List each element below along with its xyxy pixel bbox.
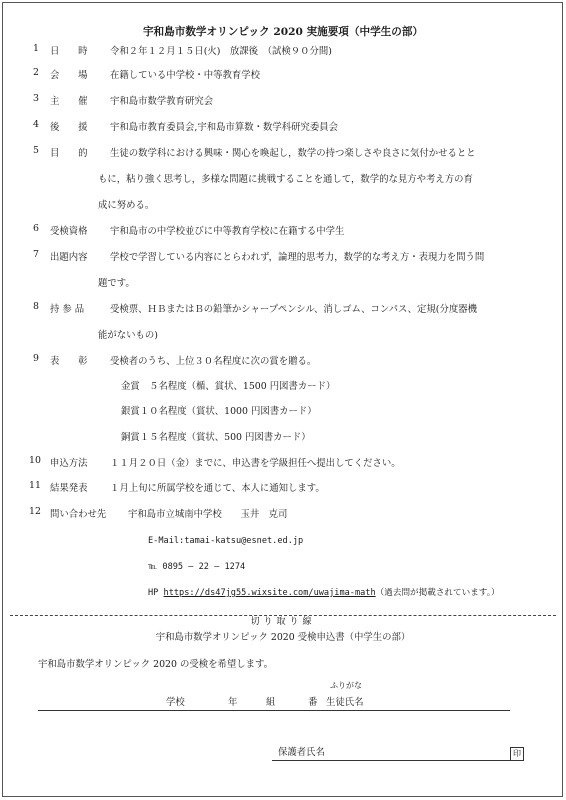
award-bronze: 銅賞１５名程度（賞状、500 円図書カード）: [121, 432, 311, 443]
furigana-label: ふりがな: [330, 681, 362, 690]
guardian-name-label: 保護者氏名: [278, 747, 325, 758]
contact-tel: ℡ 0895 – 22 – 1274: [148, 562, 246, 572]
item-value-line: 学校で学習している内容にとらわれず，論理的思考力，数学的な考え方・表現力を問う問: [110, 252, 485, 263]
item-value-line: 生徒の数学科における興味・関心を喚起し，数学の持つ楽しさや良さに気付かせるとと: [110, 148, 476, 159]
item-value: 受検者のうち、上位３０名程度に次の賞を贈る。: [110, 356, 317, 367]
item-number: 8: [33, 301, 39, 312]
school-label: 学校: [166, 697, 185, 708]
item-number: 7: [33, 249, 39, 260]
cut-line-label: 切り取り線: [0, 609, 566, 628]
item-label: 主 催: [50, 96, 88, 107]
item-value-line: 能がないもの): [98, 330, 158, 341]
contact-homepage: [148, 587, 500, 599]
item-label: 結果発表: [50, 483, 88, 494]
item-label: 申込方法: [50, 458, 88, 469]
item-value: １月上旬に所属学校を通じて、本人に通知します。: [110, 483, 325, 494]
item-value: 宇和島市の中学校並びに中等教育学校に在籍する中学生: [110, 226, 345, 237]
student-info-line[interactable]: [38, 710, 510, 711]
item-value-line: もに，粘り強く思考し，多様な問題に挑戦することを通して，数学的な見方や考え方の育: [98, 174, 473, 185]
item-number: 3: [33, 93, 39, 104]
guardian-name-line[interactable]: [272, 760, 522, 761]
item-value: 宇和島市立城南中学校 玉井 克司: [128, 509, 288, 520]
application-title: 宇和島市数学オリンピック 2020 受検申込書（中学生の部）: [155, 632, 411, 643]
item-label: 表 彰: [50, 356, 88, 367]
document-title: 宇和島市数学オリンピック 2020 実施要項（中学生の部）: [142, 26, 424, 38]
item-number: 11: [29, 480, 41, 491]
item-value-line: 受検票、ＨＢまたはＢの鉛筆かシャープペンシル、消しゴム、コンパス、定規(分度器機: [110, 304, 477, 315]
item-value: 宇和島市数学教育研究会: [110, 96, 214, 107]
item-label: 後 援: [50, 122, 88, 133]
class-label: 組: [266, 697, 276, 708]
item-value: 令和２年１２月１５日(火) 放課後 （試検９０分間): [110, 46, 332, 57]
item-number: 12: [29, 506, 41, 517]
item-number: 10: [29, 455, 41, 466]
application-statement: 宇和島市数学オリンピック 2020 の受検を希望します。: [38, 659, 273, 670]
item-label: 日 時: [50, 46, 88, 57]
item-number: 1: [33, 43, 39, 54]
item-value: 宇和島市教育委員会,宇和島市算数・数学科研究委員会: [110, 122, 338, 133]
item-value-line: 題です。: [98, 278, 135, 289]
homepage-link[interactable]: https://ds47jg55.wixsite.com/uwajima-math: [163, 588, 376, 598]
hp-note: （過去問が掲載されています。）: [375, 588, 500, 598]
award-gold: 金賞 ５名程度（楯、賞状、1500 円図書カード）: [121, 381, 336, 392]
seal-mark: 印: [510, 747, 524, 761]
item-number: 9: [33, 353, 39, 364]
item-value: 在籍している中学校・中等教育学校: [110, 70, 261, 81]
year-label: 年: [228, 697, 238, 708]
item-value: １１月２０日（金）までに、申込書を学級担任へ提出してください。: [110, 458, 401, 469]
item-label: 出題内容: [50, 252, 88, 263]
item-label: 目 的: [50, 148, 88, 159]
student-name-label: 生徒氏名: [326, 697, 364, 708]
item-number: 2: [33, 67, 39, 78]
item-value-line: 成に努める。: [98, 200, 155, 211]
item-number: 5: [33, 145, 39, 156]
item-label: 持 参 品: [50, 304, 85, 315]
contact-email: E-Mail:tamai-katsu@esnet.ed.jp: [148, 536, 304, 546]
item-label: 会 場: [50, 70, 88, 81]
award-silver: 銀賞１０名程度（賞状、1000 円図書カード）: [121, 406, 317, 417]
item-number: 4: [33, 119, 39, 130]
item-label: 問い合わせ先: [50, 509, 107, 520]
hp-prefix: HP: [148, 588, 164, 598]
item-number: 6: [33, 223, 39, 234]
number-label: 番: [308, 697, 318, 708]
item-label: 受検資格: [50, 226, 88, 237]
